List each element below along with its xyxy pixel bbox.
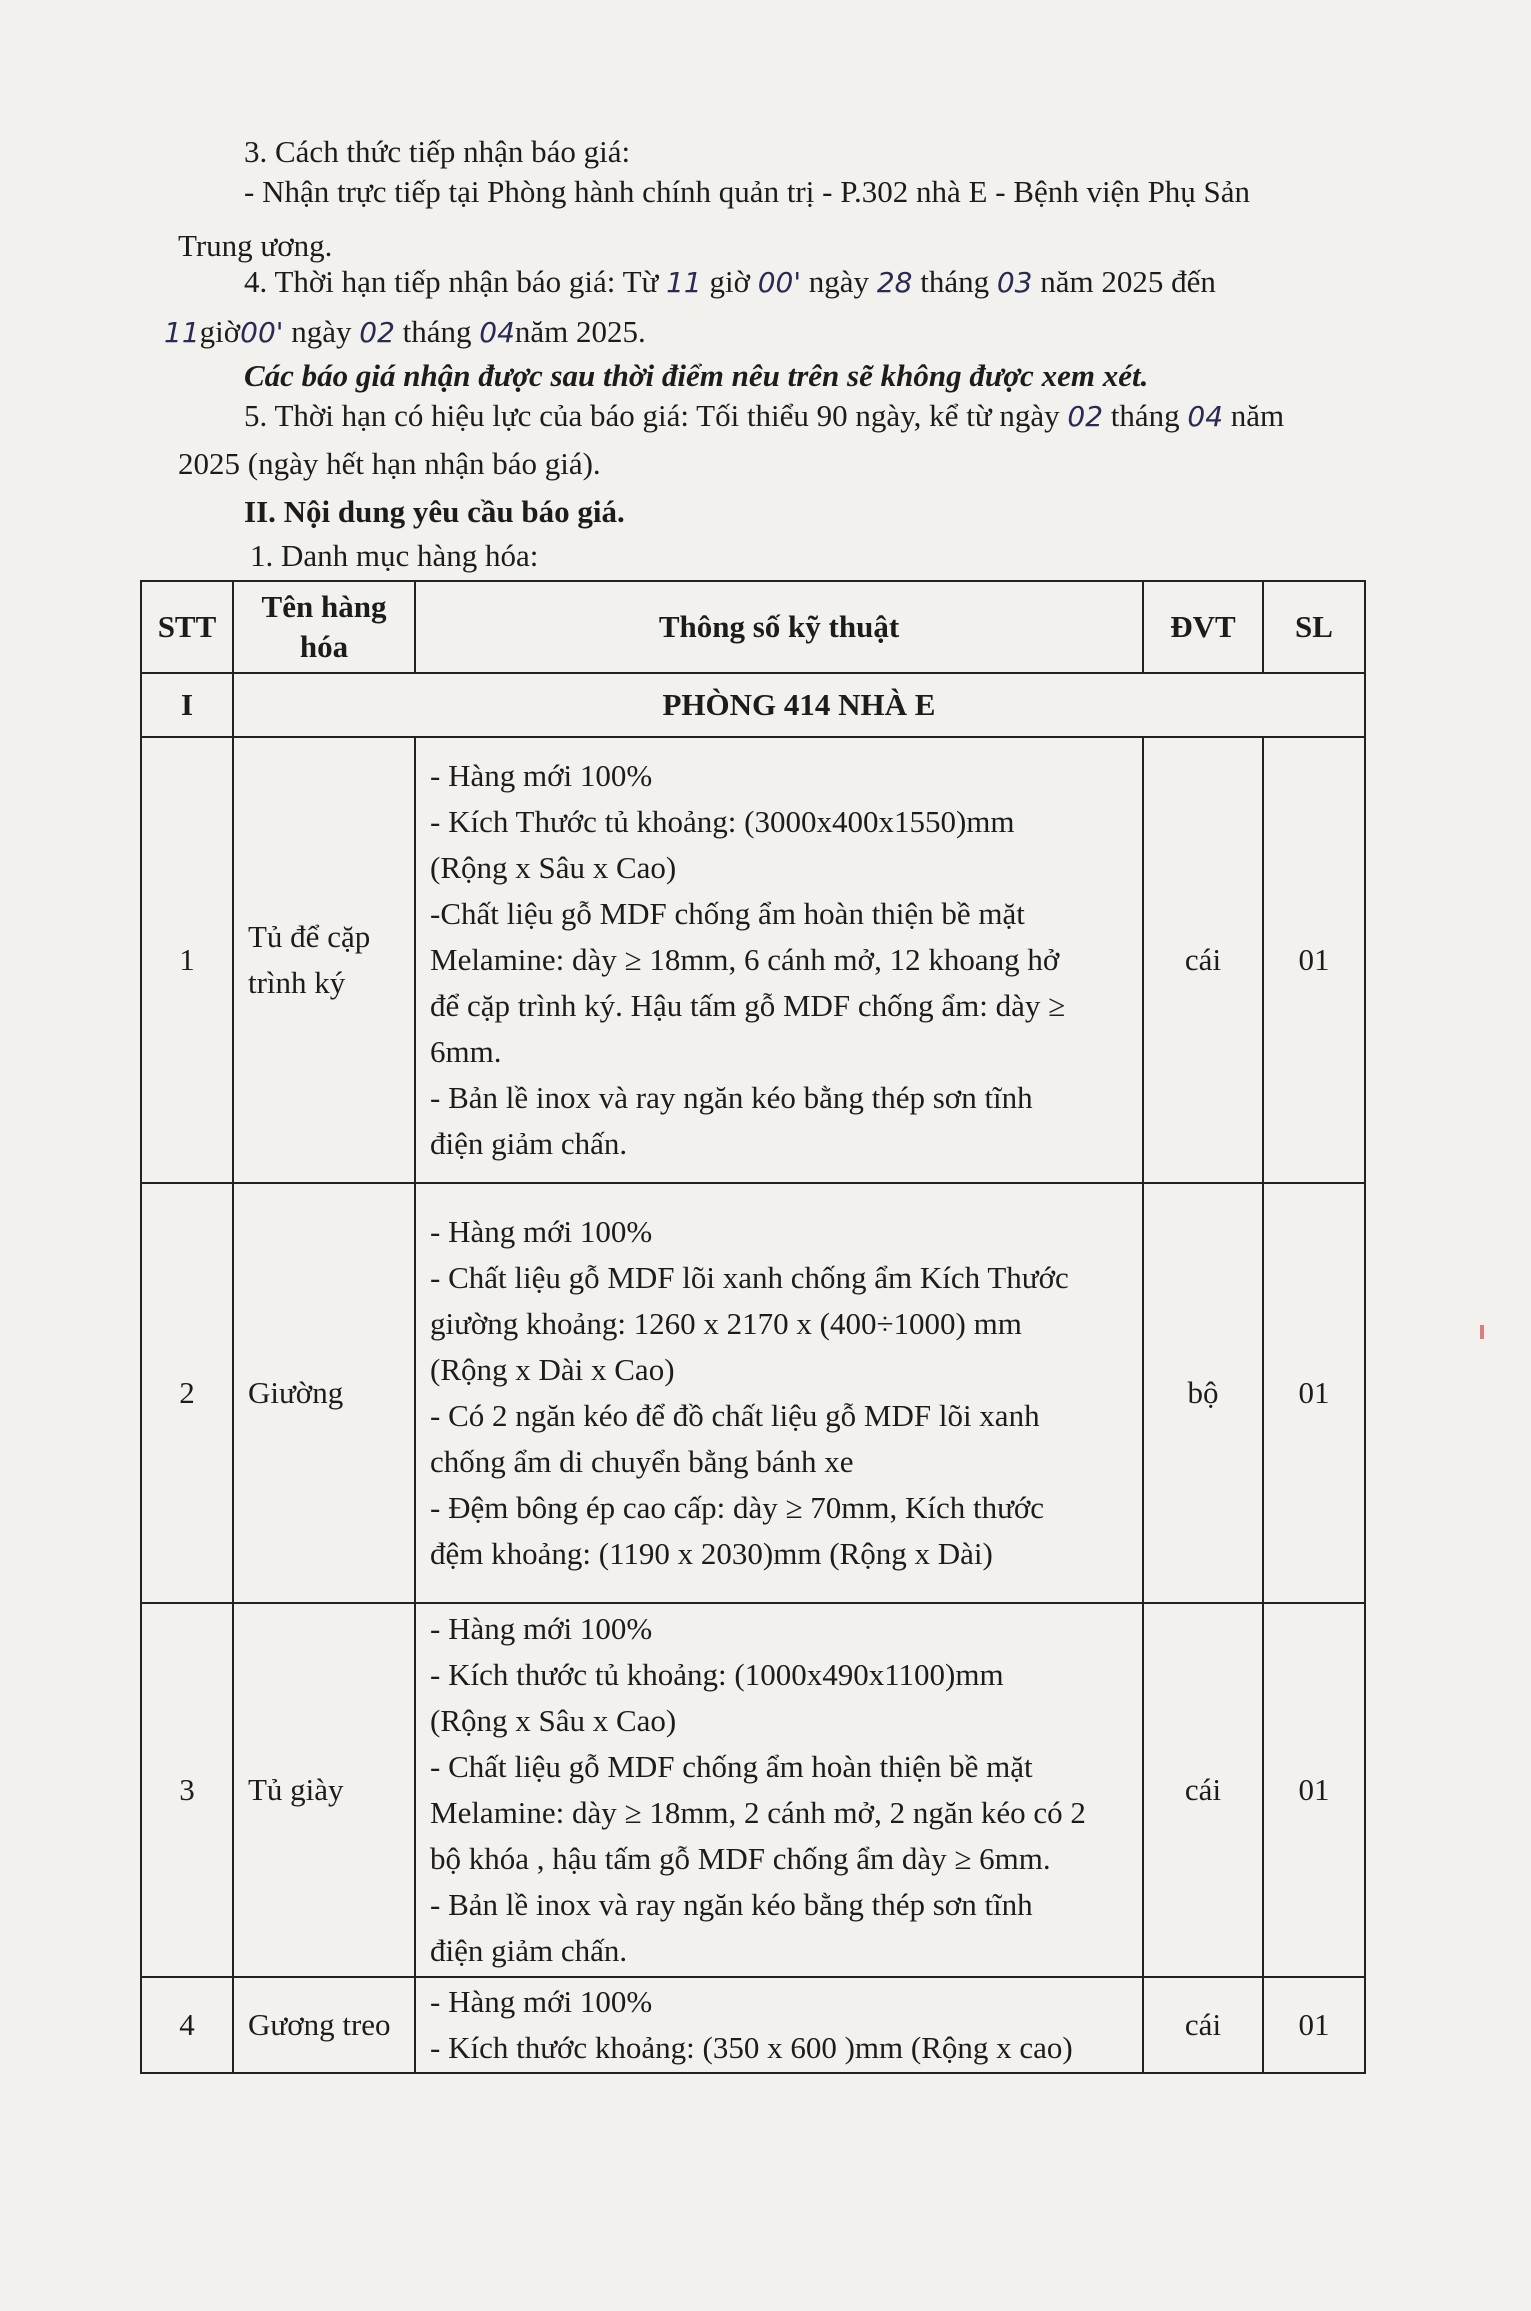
section-4-text: tháng (402, 314, 472, 349)
section-4-text: năm 2025 đến (1040, 264, 1216, 299)
spec-line: bộ khóa , hậu tấm gỗ MDF chống ẩm dày ≥ 6mm. (430, 1841, 1051, 1876)
group-row (141, 673, 1365, 737)
row-sl: 01 (1263, 737, 1365, 1183)
spec-line: - Kích thước khoảng: (350 x 600 )mm (Rộng x cao) (430, 2030, 1073, 2065)
header-stt: STT (141, 581, 233, 673)
spec-line: -Chất liệu gỗ MDF chống ẩm hoàn thiện bề mặt (430, 896, 1025, 931)
section-4-text: 4. Thời hạn tiếp nhận báo giá: Từ (244, 264, 659, 299)
section-4-text: ngày (291, 314, 352, 349)
row-dvt: cái (1143, 1603, 1263, 1977)
row-stt: 2 (141, 1183, 233, 1603)
header-dvt: ĐVT (1143, 581, 1263, 673)
section-5-text: năm (1230, 398, 1285, 433)
spec-line: - Chất liệu gỗ MDF chống ẩm hoàn thiện bề mặt (430, 1749, 1033, 1784)
spec-line: điện giảm chấn. (430, 1126, 628, 1161)
header-spec: Thông số kỹ thuật (415, 581, 1143, 673)
spec-line: - Đệm bông ép cao cấp: dày ≥ 70mm, Kích thước (430, 1490, 1045, 1525)
handwritten-day-end: 02 (359, 316, 395, 349)
row-spec (415, 1183, 1143, 1603)
spec-line: (Rộng x Sâu x Cao) (430, 850, 677, 885)
spec-line: - Hàng mới 100% (430, 1984, 653, 2019)
table-header-row (141, 581, 1365, 673)
section-5-line-1 (244, 396, 1284, 437)
section-5-line-2: 2025 (ngày hết hạn nhận báo giá). (178, 446, 601, 481)
spec-line: - Kích Thước tủ khoảng: (3000x400x1550)mm (430, 804, 1015, 839)
goods-list-title: 1. Danh mục hàng hóa: (250, 538, 539, 573)
section-4-text: ngày (808, 264, 870, 299)
spec-line: 6mm. (430, 1034, 502, 1069)
spec-line: chống ẩm di chuyển bằng bánh xe (430, 1444, 854, 1479)
spec-line: (Rộng x Sâu x Cao) (430, 1703, 677, 1738)
section-4-text: giờ (199, 314, 241, 349)
spec-line: - Kích thước tủ khoảng: (1000x490x1100)mm (430, 1657, 1004, 1692)
table-row (141, 1183, 1365, 1603)
spec-line: - Có 2 ngăn kéo để đồ chất liệu gỗ MDF lõi xanh (430, 1398, 1040, 1433)
spec-line: để cặp trình ký. Hậu tấm gỗ MDF chống ẩm: dày ≥ (430, 988, 1066, 1023)
row-sl: 01 (1263, 1183, 1365, 1603)
handwritten-hour-end: 11 (164, 316, 200, 349)
row-spec (415, 737, 1143, 1183)
section-4-text: năm 2025. (514, 314, 646, 349)
spec-line: - Bản lề inox và ray ngăn kéo bằng thép sơn tĩnh (430, 1080, 1033, 1115)
table-row (141, 1977, 1365, 2073)
row-name: Giường (233, 1183, 415, 1603)
section-3-title: 3. Cách thức tiếp nhận báo giá: (244, 134, 631, 169)
section-2-heading: II. Nội dung yêu cầu báo giá. (244, 494, 625, 529)
section-4-text: tháng (920, 264, 990, 299)
spec-line: Melamine: dày ≥ 18mm, 6 cánh mở, 12 khoang hở (430, 942, 1060, 977)
section-5-text: tháng (1110, 398, 1180, 433)
section-5-text: 5. Thời hạn có hiệu lực của báo giá: Tối thiểu 90 ngày, kể từ ngày (244, 398, 1060, 433)
handwritten-validity-day: 02 (1067, 400, 1104, 433)
section-3-line-2: Trung ương. (178, 228, 333, 263)
row-dvt: cái (1143, 1977, 1263, 2073)
row-spec (415, 1603, 1143, 1977)
row-dvt: bộ (1143, 1183, 1263, 1603)
spec-line: giường khoảng: 1260 x 2170 x (400÷1000) mm (430, 1306, 1022, 1341)
spec-line: - Hàng mới 100% (430, 758, 653, 793)
spec-line: đệm khoảng: (1190 x 2030)mm (Rộng x Dài) (430, 1536, 993, 1571)
row-dvt: cái (1143, 737, 1263, 1183)
row-stt: 3 (141, 1603, 233, 1977)
deadline-note: Các báo giá nhận được sau thời điểm nêu trên sẽ không được xem xét. (244, 358, 1149, 393)
spec-line: - Hàng mới 100% (430, 1214, 653, 1249)
row-spec (415, 1977, 1143, 2073)
section-4-line-1 (244, 262, 1216, 303)
goods-table (140, 580, 1366, 2074)
handwritten-minute-end: 00' (240, 316, 284, 349)
row-sl: 01 (1263, 1977, 1365, 2073)
section-3-line-1: - Nhận trực tiếp tại Phòng hành chính quản trị - P.302 nhà E - Bệnh viện Phụ Sản (244, 174, 1251, 209)
handwritten-minute-start: 00' (757, 266, 802, 299)
table-row (141, 1603, 1365, 1977)
spec-line: - Hàng mới 100% (430, 1611, 653, 1646)
margin-ink-mark (1480, 1325, 1484, 1339)
table-row (141, 737, 1365, 1183)
handwritten-day-start: 28 (876, 266, 913, 299)
handwritten-month-start: 03 (996, 266, 1033, 299)
spec-line: điện giảm chấn. (430, 1933, 628, 1968)
header-name: Tên hàng hóa (233, 581, 415, 673)
row-stt: 4 (141, 1977, 233, 2073)
spec-line: - Bản lề inox và ray ngăn kéo bằng thép sơn tĩnh (430, 1887, 1033, 1922)
row-stt: 1 (141, 737, 233, 1183)
row-sl: 01 (1263, 1603, 1365, 1977)
row-name: Tủ giày (233, 1603, 415, 1977)
section-4-text: giờ (709, 264, 750, 299)
spec-line: Melamine: dày ≥ 18mm, 2 cánh mở, 2 ngăn kéo có 2 (430, 1795, 1086, 1830)
handwritten-month-end: 04 (479, 316, 515, 349)
section-4-line-2 (164, 312, 646, 353)
handwritten-validity-month: 04 (1187, 400, 1224, 433)
group-name: PHÒNG 414 NHÀ E (233, 673, 1365, 737)
header-sl: SL (1263, 581, 1365, 673)
row-name: Gương treo (233, 1977, 415, 2073)
group-stt: I (141, 673, 233, 737)
spec-line: - Chất liệu gỗ MDF lõi xanh chống ẩm Kích Thước (430, 1260, 1069, 1295)
handwritten-hour-start: 11 (666, 266, 702, 299)
row-name: Tủ để cặp trình ký (233, 737, 415, 1183)
spec-line: (Rộng x Dài x Cao) (430, 1352, 675, 1387)
